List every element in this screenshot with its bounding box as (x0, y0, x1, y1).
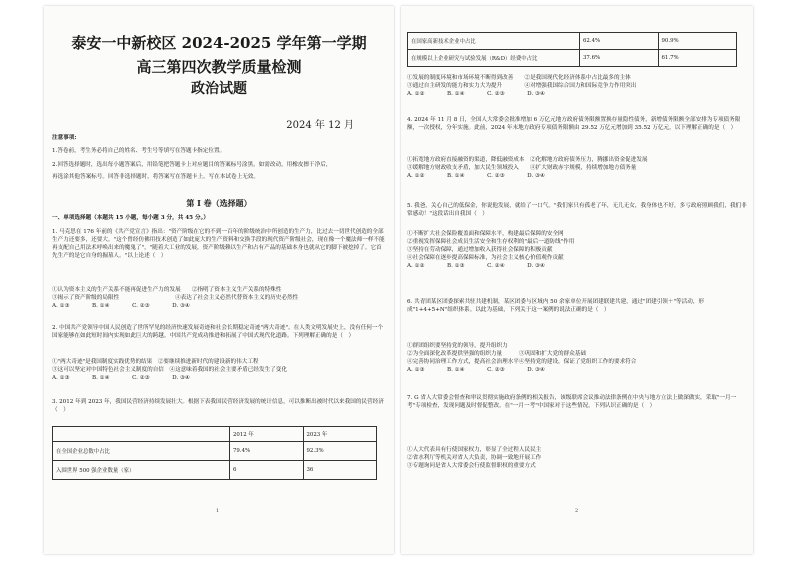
exam-page-1 (44, 6, 394, 554)
notice-heading: 注意事项: (52, 135, 77, 141)
exam-date: 2024 年 12 月 (286, 120, 354, 131)
table-cell: 62.4% (580, 33, 659, 50)
question-7-options: ①人大代表具有行使国家权力，彰显了全过程人民民主 ②省水利厅等机关对省人大负责，协调一致地开展工作 ③专题询问是省人大常委会行使监督职权的重要方式 (407, 447, 542, 469)
notice-item-2a: 2.回答选择题时，选出每小题答案后，用铅笔把答题卡上对应题目的答案标号涂黑。如需改动，用橡皮擦干净后， (52, 162, 332, 168)
table-header-cell (53, 427, 230, 442)
table-row (53, 442, 377, 461)
page-number: 1 (216, 508, 220, 514)
question-1-options: ①认为资本主义的生产关系不能再促进生产力的发展 ②指明了资本主义生产关系的特殊性 ③揭示了资产阶级的局限性 ④表达了社会主义必然代替资本主义的历史必然性 A. ①③ B. ①④ C. ②③ D. ③④ (52, 287, 299, 309)
table-row (408, 33, 737, 50)
notice-item-2b: 再选涂其他答案标号。回答非选择题时，将答案写在答题卡上。写在本试卷上无效。 (52, 174, 259, 180)
exam-page-2 (401, 6, 753, 554)
exam-title-school: 泰安一中新校区 2024-2025 学年第一学期 (71, 34, 367, 52)
question-6-options: ①群团组织要坚持党的领导，提升组织力 ②为全面深化改革提供坚强的组织力量 ③巩固和扩大党的群众基础 ④完善协同治理工作方式，提高社会治理水平④坚持党的建设，保证了党组织工作的要求符合 A. ①③ B. ①④ C. ②③ D. ③④ (407, 343, 637, 373)
private-economy-table (52, 426, 377, 480)
table-cell: 6 (230, 461, 304, 480)
question-4-options: ①拓宽地方政府直接融资的渠道，降低融资成本 ②化解地方政府债务压力，腾挪出资金促进发展 ③缓解地方财政收支矛盾，加大民生领域投入 ④扩大财政赤字规模，持续增加地方债务量 A. ①② B. ①④ C. ②③ D. ③④ (407, 157, 648, 179)
question-2-options: ①"两大奇迹"是我国制度实践优势的结果 ②要继续推进新时代的建设新的伟大工程 ③这可以坚定对中国特色社会主义制度的自信 ④这意味着我国的社会主要矛盾已经发生了变化 A. ①③ B. ①④ C. ②③ D. ③④ (52, 359, 287, 381)
table-header-cell: 2012 年 (230, 427, 304, 442)
table-cell: 在规模以上企业研究与试验发展（R&D）经费中占比 (408, 50, 580, 67)
table-cell: 92.3% (303, 442, 377, 461)
private-economy-table-continued (407, 32, 737, 67)
table-cell: 在国家高新技术企业中占比 (408, 33, 580, 50)
table-row (408, 50, 737, 67)
table-cell: 61.7% (658, 50, 737, 67)
table-header-row (53, 427, 377, 442)
question-5: 5. 我爸，关心自己的低保金，你说他发展，就给了一口气。"我们家只有孤老了年，无儿无女，我身体也不好，多亏政府照顾我们，我们非常感动！"这段话出自我国（ ） (407, 203, 747, 217)
table-cell: 36 (303, 461, 377, 480)
question-7: 7. G 省人大常委会督查和审议贯彻实施政府条例的相关报告，该级联席会议推动法律条例在中央与地方立法上做深做实，采取"一月一考"专项检查，发现问题及时督促整改。在"一月一考"中国家对于这些情况，下列认识正确的是（ ） (407, 395, 737, 409)
question-6: 6. 共青团某区团委探索共驻共建机制，某区团委与区域内 50 余家单位开展团建联建共建，通过"团建引领＋"等活动，形成"1+4+5+N"组织体系。以此为基础，下列关于这一案例的说法正确的是（ ） (407, 299, 705, 313)
table-cell: 90.9% (658, 33, 737, 50)
question-4: 4. 2024 年 11 月 8 日，全国人大常委会批准增加 6 万亿元地方政府债务限额置换存量隐性债务，新增债务限额全部安排为专项债务限额，一次授权，分年实施。此前，2024 年末地方政府专项债务限额由 29.52 万亿元增加到 35.52 万亿元，以下理解正确的是（ ） (407, 117, 741, 131)
table-cell: 在全国企业总数中占比 (53, 442, 230, 461)
table-cell: 79.4% (230, 442, 304, 461)
table-header-cell: 2023 年 (303, 427, 377, 442)
section-intro: 一、单项选择题（本题共 15 小题，每小题 3 分，共 45 分。） (52, 215, 210, 221)
section-title: 第 I 卷（选择题） (186, 198, 252, 208)
question-2: 2. 中国共产党领导中国人民创造了世所罕见的经济快速发展奇迹和社会长期稳定奇迹"两大奇迹"。在人类文明发展史上，没有任何一个国家能够在如此短时间内实现如此巨大的跨越。中国共产党成功推进和拓展了中国式现代化道路。下列理解正确的是（ ） (52, 325, 384, 339)
question-3-options: ①发展的制度环境和市场环境不断得到改善 ②是我国现代化经济体系中占比最多的主体 ③通过自主研发的能力和实力大为提升 ④对增强我国综合国力和国际竞争力作用突出 A. ①② B. ①④ C. ②③ D. ③④ (407, 75, 637, 97)
notice-item-1: 1.答卷前，考生务必将自己的姓名、考生号等填写在答题卡指定位置。 (52, 148, 226, 154)
exam-title-subject: 政治试题 (191, 81, 247, 97)
table-row (53, 461, 377, 480)
page-number: 2 (575, 508, 579, 514)
table-cell: 入围世界 500 强企业数量（家） (53, 461, 230, 480)
table-cell: 37.6% (580, 50, 659, 67)
question-5-options: ①不断扩大社会保险覆盖面和保障水平，构建最后保障的安全网 ②重视发挥保障社会成员生活安全和生存权利的"最后一道防线"作用 ③坚持在劳动保障，通过增加收入获得社会保障的积极贡献 ④社会保障在逐步提高保障标准，为社会主义核心价值观作贡献 A. ①② B. ①③ C. ②④ D. ③④ (407, 231, 575, 269)
question-3: 3. 2012 年到 2023 年，我国民营经济持续发展壮大。根据下表我国民营经济发展的统计信息，可以推断出被时代以来我国的民营经济（ ） (52, 399, 384, 413)
question-1: 1. 马克思在 176 年前的《共产党宣言》指出："资产阶级在它的不到一百年的阶级统治中所创造的生产力，比过去一切世代创造的全部生产力还要多，还要大。"这个曾经仿佛用技术创造了如此庞大的生产资料和交换手段的现代资产阶级社会，现在像一个魔法师一样不能再支配自己用法术呼唤出来的魔鬼了"，"随着大工业的发展，资产阶级赖以生产和占有产品的基础本身也就从它的脚下被挖掉了。它首先生产的是它自身的掘墓人。"以上论述（ ） (52, 229, 385, 259)
exam-title-grade: 高三第四次教学质量检测 (136, 58, 302, 76)
